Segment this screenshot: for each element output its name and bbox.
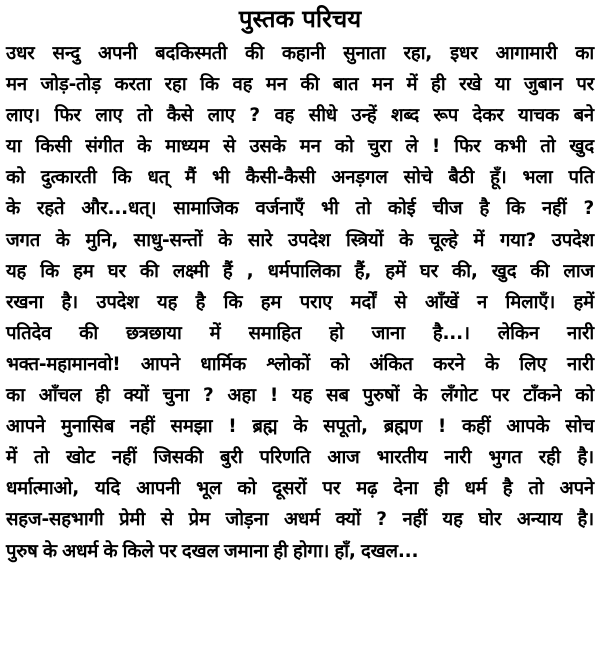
text-line: धर्मात्माओ, यदि आपनी भूल को दूसरों पर मढ़ देना ही धर्म है तो अपने (6, 478, 594, 500)
text-line: पुरुष के अधर्म के किले पर दखल जमाना ही होगा। हाँ, दखल... (6, 540, 419, 562)
text-line: पतिदेव की छत्रछाया में समाहित हो जाना है...। लेकिन नारी (6, 322, 594, 344)
text-line: मन जोड़-तोड़ करता रहा कि वह मन की बात मन में ही रखे या जुबान पर (6, 74, 594, 96)
text-line: आपने मुनासिब नहीं समझा ! ब्रह्म के सपूतो, ब्रह्मण ! कहीं आपके सोच (6, 416, 594, 438)
text-line: सहज-सहभागी प्रेमी से प्रेम जोड़ना अधर्म क्यों ? नहीं यह घोर अन्याय है। (6, 509, 594, 531)
text-line: को दुत्कारती कि धत् मैं भी कैसी-कैसी अनड़गल सोचे बैठी हूँ। भला पति (6, 167, 594, 189)
text-line: जगत के मुनि, साधु-सन्तों के सारे उपदेश स्त्रियों के चूल्हे में गया? उपदेश (6, 229, 594, 251)
text-line: का आँचल ही क्यों चुना ? अहा ! यह सब पुरुषों के लँगोट पर टाँकने को (6, 385, 594, 407)
page-title: पुस्तक परिचय (238, 5, 362, 33)
text-line: के रहते और...धत्। सामाजिक वर्जनाएँ भी तो कोई चीज है कि नहीं ? (6, 198, 594, 220)
text-line: उधर सन्दु अपनी बदकिस्मती की कहानी सुनाता रहा, इधर आगामारी का (6, 43, 594, 64)
text-line: या किसी संगीत के माध्यम से उसके मन को चुरा ले ! फिर कभी तो खुद (6, 136, 594, 158)
body-paragraph (6, 38, 594, 567)
text-line: में तो खोट नहीं जिसकी बुरी परिणति आज भारतीय नारी भुगत रही है। (6, 447, 594, 469)
text-line: यह कि हम घर की लक्ष्मी हैं , धर्मपालिका हैं, हमें घर की, खुद की लाज (6, 260, 594, 282)
text-line: लाए। फिर लाए तो कैसे लाए ? वह सीधे उन्हें शब्द रूप देकर याचक बने (6, 105, 594, 127)
text-line: भक्त-महामानवो! आपने धार्मिक श्लोकों को अंकित करने के लिए नारी (6, 353, 594, 375)
text-line: रखना है। उपदेश यह है कि हम पराए मर्दों से आँखें न मिलाएँ। हमें (6, 291, 594, 313)
